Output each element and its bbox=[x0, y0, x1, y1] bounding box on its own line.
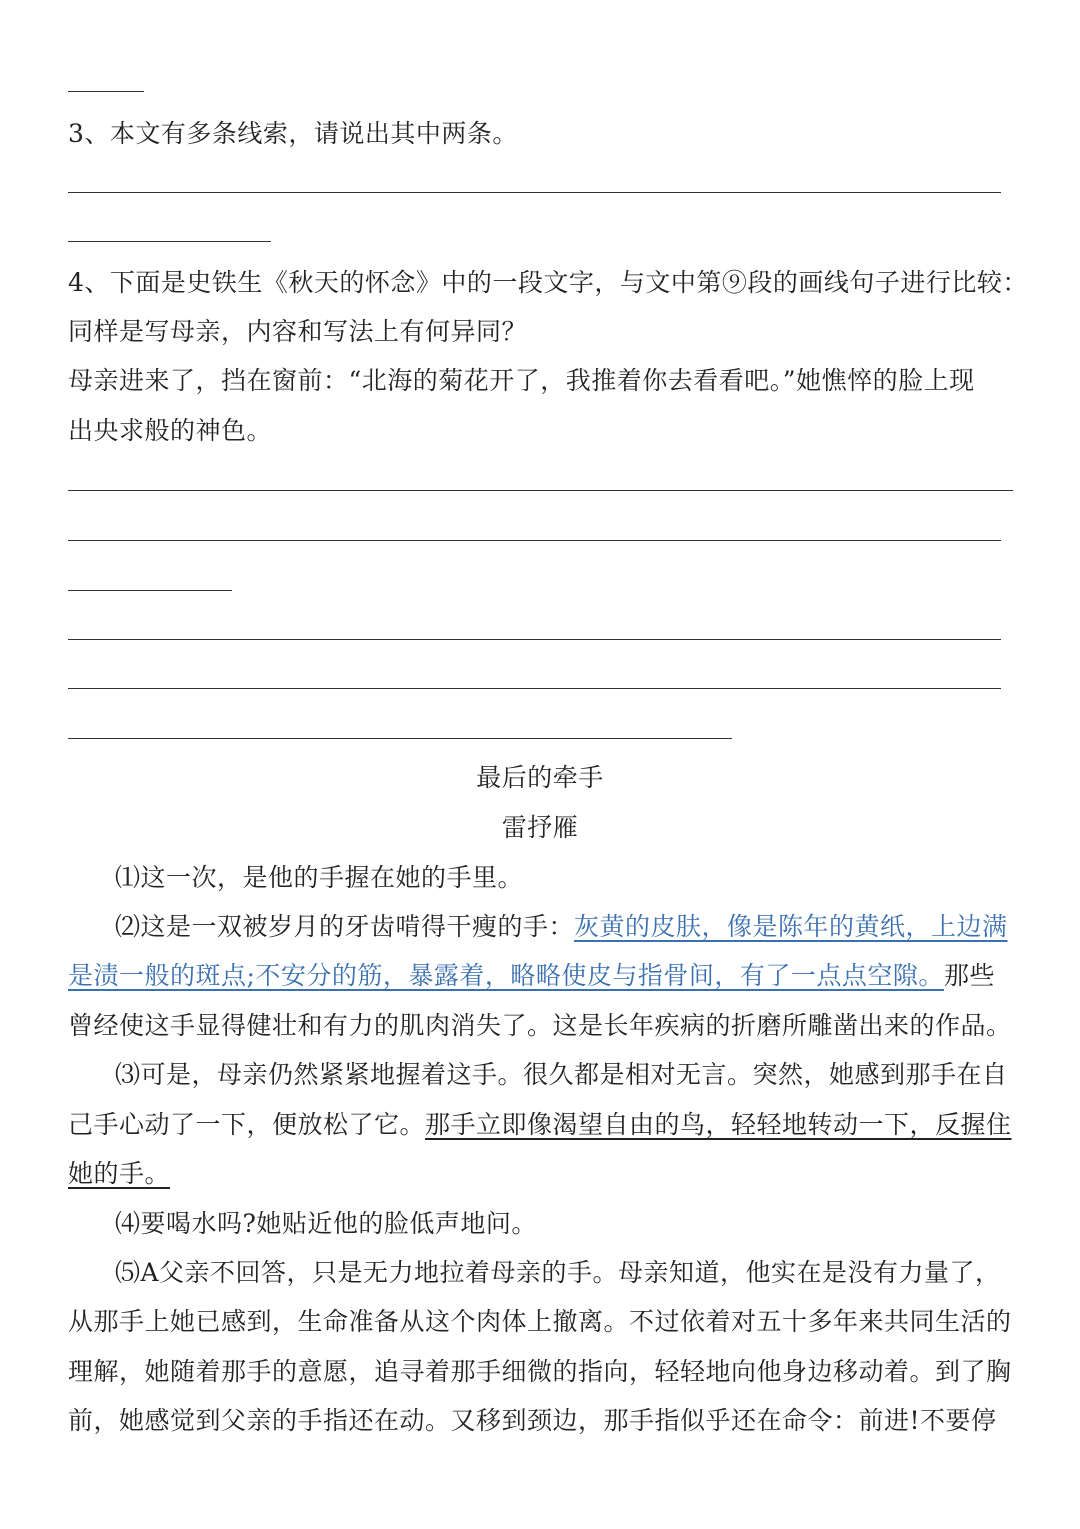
paragraph-2-line1 bbox=[115, 911, 1008, 943]
paragraph-5-line1: ⑸A父亲不回答，只是无力地拉着母亲的手。母亲知道，他实在是没有力量了， bbox=[115, 1258, 1001, 1287]
answer-blank-line bbox=[68, 241, 271, 242]
paragraph-3-line3 bbox=[68, 1158, 170, 1190]
article-author: 雷抒雁 bbox=[501, 813, 579, 842]
paragraph-3-line1: ⑶可是，母亲仍然紧紧地握着这手。很久都是相对无言。突然，她感到那手在自 bbox=[115, 1060, 1008, 1089]
paragraph-2-text: ⑵这是一双被岁月的牙齿啃得干瘦的手： bbox=[115, 912, 575, 941]
answer-blank-line bbox=[68, 490, 1013, 491]
answer-blank-line bbox=[68, 192, 1001, 193]
answer-blank-line bbox=[68, 540, 1001, 541]
paragraph-3-line2 bbox=[68, 1109, 1012, 1141]
answer-blank-line bbox=[68, 639, 1001, 640]
paragraph-2-text: 那些 bbox=[943, 961, 995, 990]
paragraph-5-line4: 前，她感觉到父亲的手指还在动。又移到颈边，那手指似乎还在命令：前进!不要停 bbox=[68, 1406, 997, 1435]
answer-blank-line bbox=[68, 91, 144, 92]
question-4-line2: 同样是写母亲，内容和写法上有何异同？ bbox=[68, 317, 528, 346]
paragraph-2-line2 bbox=[68, 960, 995, 992]
underlined-sentence: 她的手。 bbox=[68, 1159, 171, 1188]
paragraph-2-line3: 曾经使这手显得健壮和有力的肌肉消失了。这是长年疾病的折磨所雕凿出来的作品。 bbox=[68, 1011, 1012, 1040]
paragraph-3-text: 己手心动了一下，便放松了它。 bbox=[68, 1110, 426, 1139]
answer-blank-line bbox=[68, 688, 1001, 689]
paragraph-1: ⑴这一次，是他的手握在她的手里。 bbox=[115, 863, 524, 892]
answer-blank-line bbox=[68, 590, 232, 591]
answer-blank-line bbox=[68, 738, 732, 739]
underlined-sentence: 那手立即像渴望自由的鸟，轻轻地转动一下，反握住 bbox=[425, 1110, 1012, 1139]
article-title: 最后的牵手 bbox=[476, 763, 604, 792]
question-3: 3、本文有多条线索，请说出其中两条。 bbox=[68, 119, 518, 148]
underlined-sentence: 灰黄的皮肤，像是陈年的黄纸，上边满 bbox=[574, 912, 1008, 941]
question-4-line1: 4、下面是史铁生《秋天的怀念》中的一段文字，与文中第⑨段的画线句子进行比较： bbox=[68, 268, 1028, 297]
underlined-sentence: 是渍一般的斑点;不安分的筋，暴露着，略略使皮与指骨间，有了一点点空隙。 bbox=[68, 961, 944, 990]
paragraph-5-line2: 从那手上她已感到，生命准备从这个肉体上撤离。不过依着对五十多年来共同生活的 bbox=[68, 1307, 1012, 1336]
paragraph-5-line3: 理解，她随着那手的意愿，追寻着那手细微的指向，轻轻地向他身边移动着。到了胸 bbox=[68, 1357, 1012, 1386]
question-4-quote-line1: 母亲进来了，挡在窗前：“北海的菊花开了，我推着你去看看吧。”她憔悴的脸上现 bbox=[68, 366, 975, 395]
paragraph-4: ⑷要喝水吗?她贴近他的脸低声地问。 bbox=[115, 1209, 537, 1238]
question-4-quote-line2: 出央求般的神色。 bbox=[68, 416, 273, 445]
